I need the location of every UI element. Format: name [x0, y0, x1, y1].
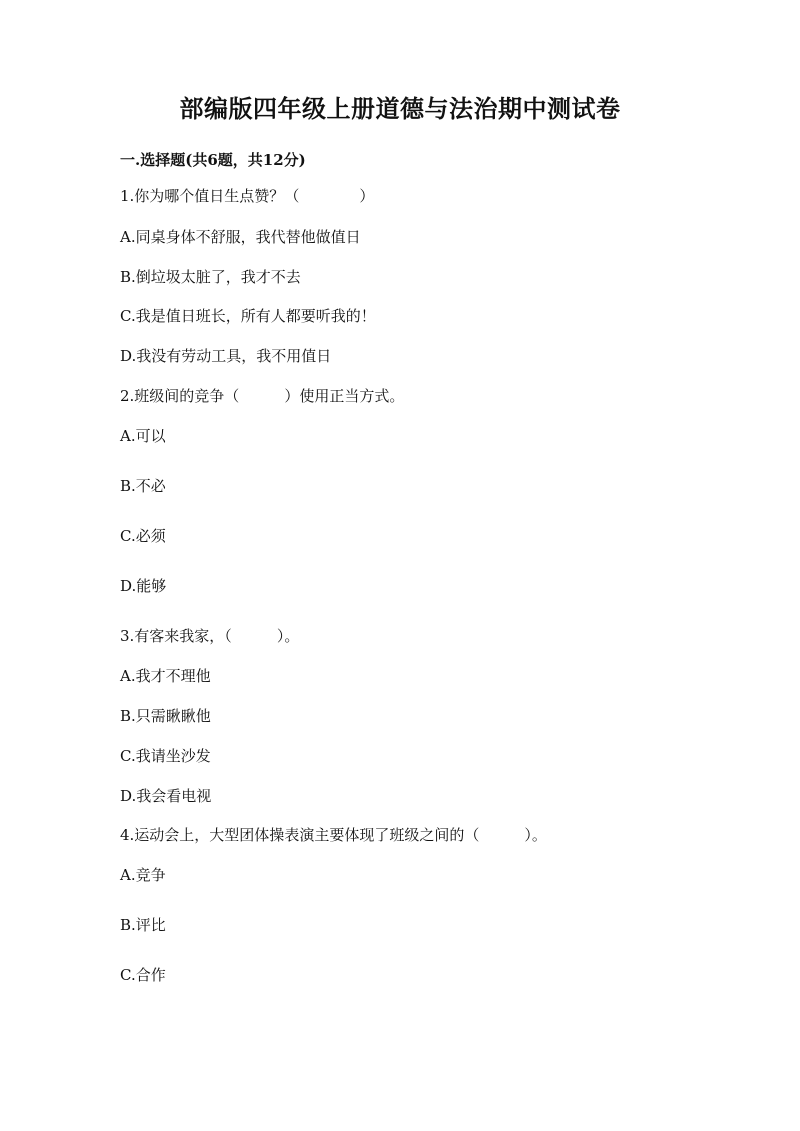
answer-option[interactable]: C.合作 [120, 966, 166, 984]
question-stem: 2.班级间的竞争（ ）使用正当方式。 [120, 387, 405, 405]
answer-option[interactable]: B.只需瞅瞅他 [120, 707, 211, 725]
answer-option[interactable]: C.我是值日班长，所有人都要听我的！ [120, 307, 376, 325]
answer-option[interactable]: B.倒垃圾太脏了，我才不去 [120, 268, 301, 286]
answer-option[interactable]: D.我会看电视 [120, 787, 212, 805]
answer-option[interactable]: A.同桌身体不舒服，我代替他做值日 [120, 228, 361, 246]
answer-option[interactable]: C.我请坐沙发 [120, 747, 211, 765]
question-stem: 3.有客来我家，（ ）。 [120, 627, 300, 645]
answer-option[interactable]: A.我才不理他 [120, 667, 211, 685]
answer-option[interactable]: B.评比 [120, 916, 166, 934]
page-title: 部编版四年级上册道德与法治期中测试卷 [179, 94, 621, 123]
answer-option[interactable]: A.竞争 [120, 866, 166, 884]
answer-option[interactable]: B.不必 [120, 477, 166, 495]
question-stem: 1.你为哪个值日生点赞？（ ） [120, 187, 375, 205]
section-heading: 一.选择题(共6题，共12分) [120, 151, 306, 169]
answer-option[interactable]: D.能够 [120, 577, 167, 595]
answer-option[interactable]: D.我没有劳动工具，我不用值日 [120, 347, 332, 365]
answer-option[interactable]: A.可以 [120, 427, 166, 445]
question-stem: 4.运动会上，大型团体操表演主要体现了班级之间的（ ）。 [120, 826, 547, 844]
answer-option[interactable]: C.必须 [120, 527, 166, 545]
